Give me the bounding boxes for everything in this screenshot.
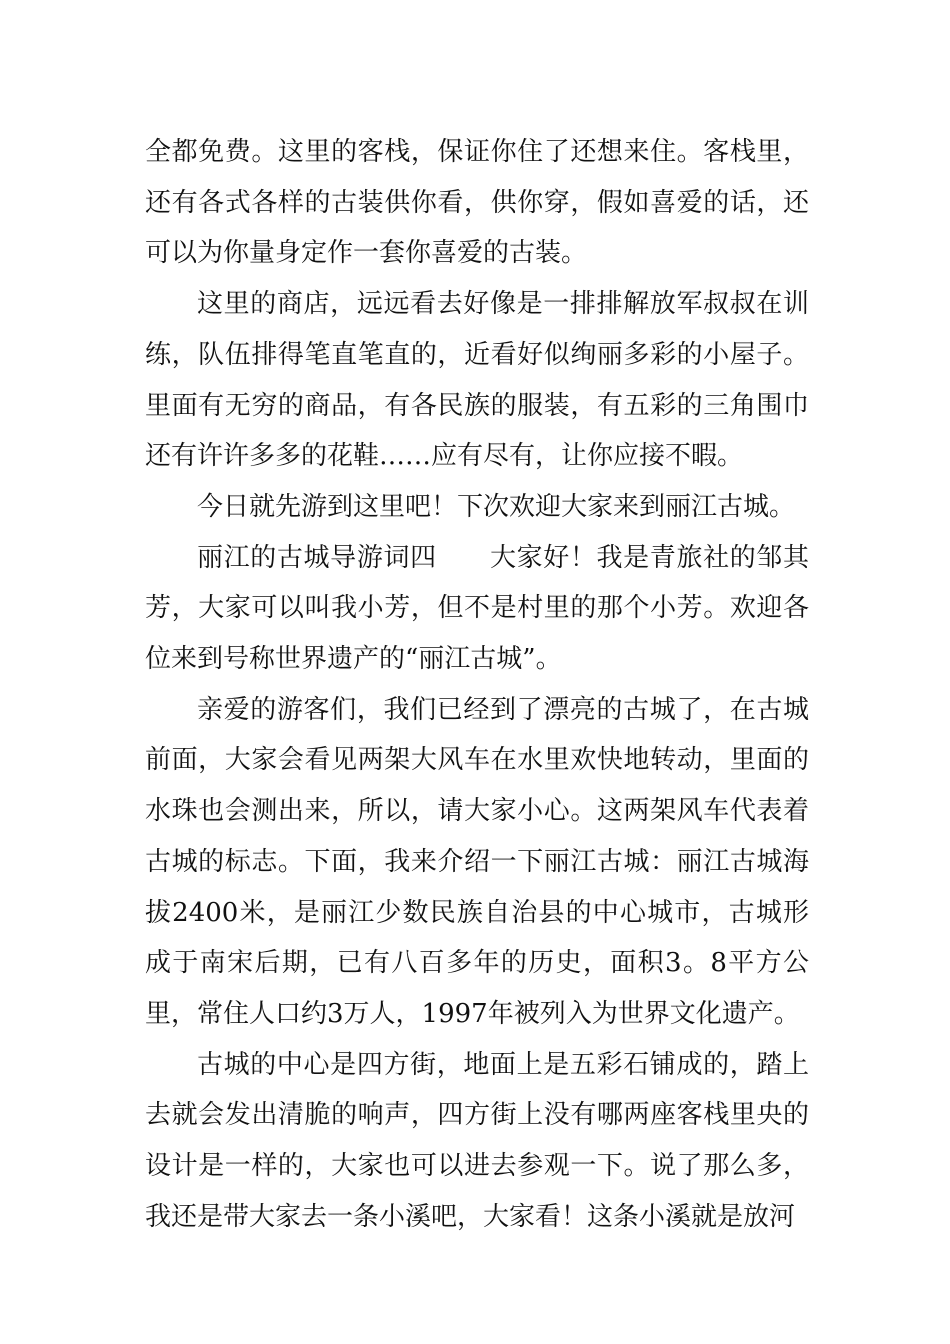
paragraph-4: 丽江的古城导游词四 大家好！我是青旅社的邹其芳，大家可以叫我小芳，但不是村里的那个小芳。欢迎各位来到号称世界遗产的“丽江古城”。	[145, 542, 809, 675]
paragraph-1: 全都免费。这里的客栈，保证你住了还想来住。客栈里，还有各式各样的古装供你看，供你穿，假如喜爱的话，还可以为你量身定作一套你喜爱的古装。	[145, 137, 809, 269]
paragraph-2: 这里的商店，远远看去好像是一排排解放军叔叔在训练，队伍排得笔直笔直的，近看好似绚丽多彩的小屋子。里面有无穷的商品，有各民族的服装，有五彩的三角围巾还有许许多多的花鞋……应有尽有，让你应接不暇。	[145, 289, 809, 472]
paragraph-5: 亲爱的游客们，我们已经到了漂亮的古城了，在古城前面，大家会看见两架大风车在水里欢快地转动，里面的水珠也会测出来，所以，请大家小心。这两架风车代表着古城的标志。下面，我来介绍一下丽江古城：丽江古城海拔2400米，是丽江少数民族自治县的中心城市，古城形成于南宋后期，已有八百多年的历史，面积3。8平方公里，常住人口约3万人，1997年被列入为世界文化遗产。	[145, 694, 809, 1029]
paragraph-3: 今日就先游到这里吧！下次欢迎大家来到丽江古城。	[197, 491, 796, 522]
paragraph-6: 古城的中心是四方街，地面上是五彩石铺成的，踏上去就会发出清脆的响声，四方街上没有哪两座客栈里央的设计是一样的，大家也可以进去参观一下。说了那么多，我还是带大家去一条小溪吧，大家看！这条小溪就是放河	[145, 1049, 809, 1232]
body-text	[145, 127, 809, 1242]
